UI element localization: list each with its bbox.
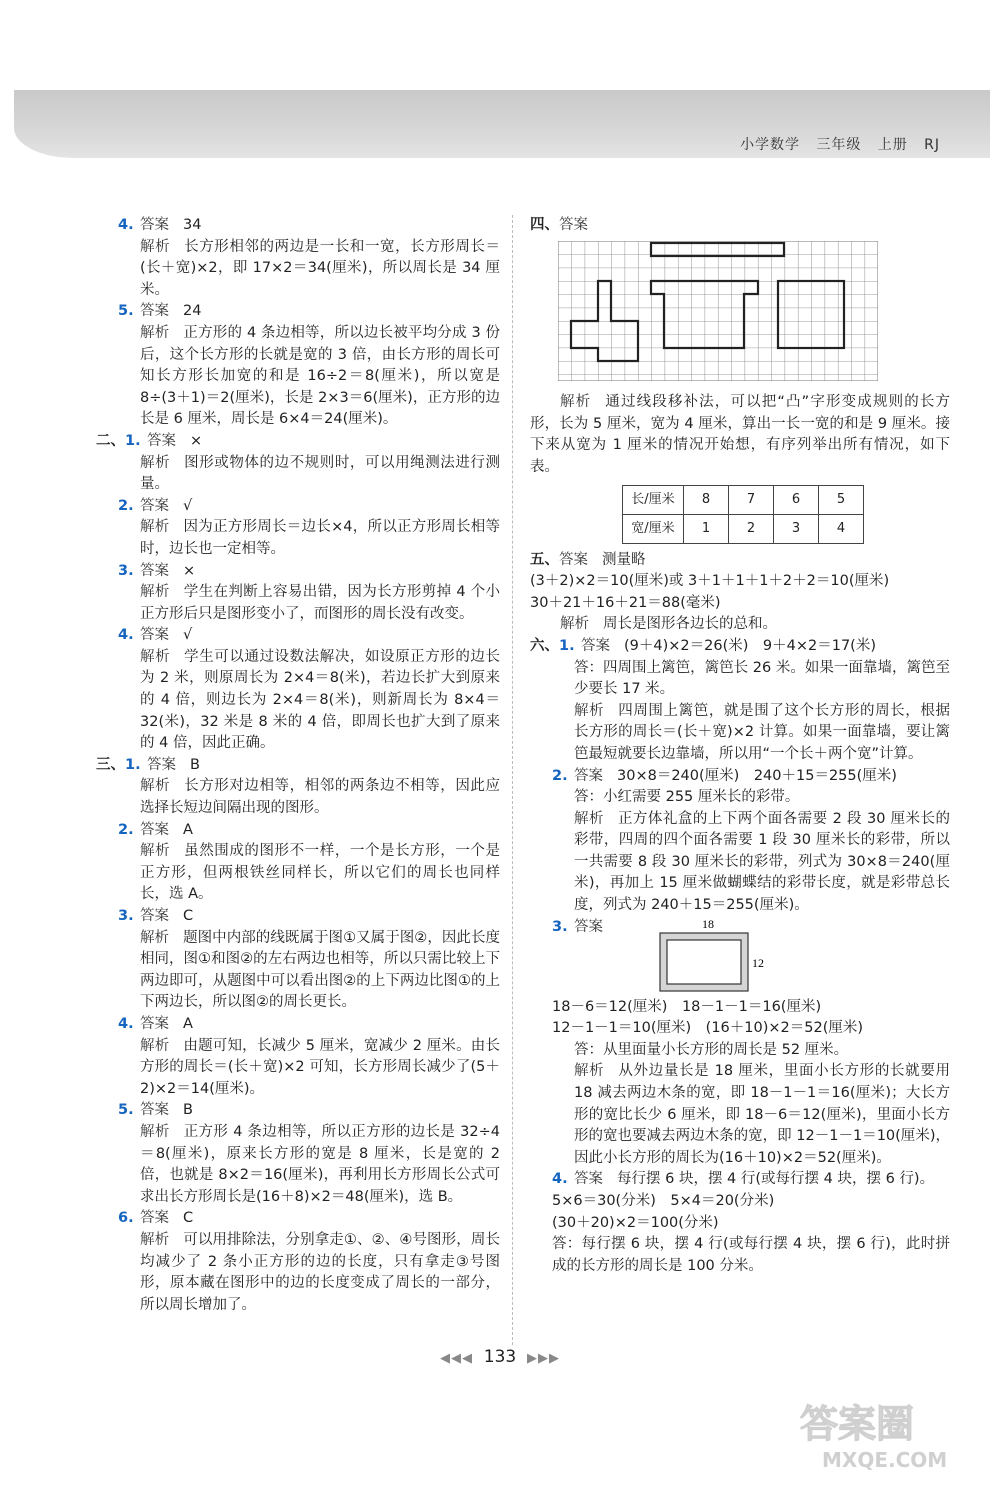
s2-q3: 3. 答案 × 解析 学生在判断上容易出错，因为长方形剪掉 4 个小正方形后只是图形变小了，而图形的周长没有改变。	[118, 562, 500, 622]
grid-drawing	[558, 241, 878, 381]
header-title: 小学数学 三年级 上册 RJ	[740, 137, 940, 153]
s2-q4: 4. 答案 √ 解析 学生可以通过设数法解决，如设原正方形的边长为 2 米，则原周长为 2×4＝8(米)，若边长扩大到原来的 4 倍，则边长为 2×4＝8(米)，则新周长为 8×4＝32(米)，32 米是 8 米的 4 倍，即周长也扩大到了原来的 4 倍，因此正确。	[118, 627, 501, 752]
s3-q3: 3. 答案 C 解析 题图中内部的线既属于图①又属于图②，因此长度相同，图①和图②的左右两边也相等，所以只需比较上下两边即可，从题图中可以看出图②的上下两边比图①的上下两边长，所以图②的周长更长。	[118, 908, 501, 1011]
section-4: 四、答案 解析 通过线段移补法，可以把“凸”字形变成规则的长方形，长为 5 厘米，宽为 4 厘米，算出一长一宽的和是 9 厘米。接下来从宽为 1 厘米的情况开始想，有序列举出所有情况，如下表。 长/厘米 8 7 6 5 宽/厘米 1 2 3 4	[530, 215, 950, 544]
s3-q5: 5. 答案 B 解析 正方形 4 条边相等，所以正方形的边长是 32÷4＝8(厘米)，原来长方形的宽是 8 厘米，长是宽的 2 倍，也就是 8×2＝16(厘米)，再利用长方形周长公式可求出长方形周长是(16＋8)×2＝48(厘米)，选 B。	[118, 1102, 500, 1205]
section-2: 二、1. 答案 × 解析 图形或物体的边不规则时，可以用绳测法进行测量。	[96, 432, 501, 493]
column-divider	[512, 215, 513, 1345]
watermark-logo	[792, 1393, 982, 1473]
s4-analysis: 解析 通过线段移补法，可以把“凸”字形变成规则的长方形，长为 5 厘米，宽为 4 厘米，算出一长一宽的和是 9 厘米。接下来从宽为 1 厘米的情况开始想，有序列举出所有情况，如下表。	[530, 394, 950, 475]
s3-q2: 2. 答案 A 解析 虽然围成的图形不一样，一个是长方形，一个是正方形，但两根铁丝同样长，所以它们的周长也同样长，选 A。	[118, 821, 501, 903]
frame-figure	[658, 917, 768, 1003]
section-5: 五、答案 测量略 (3＋2)×2＝10(厘米)或 3＋1＋1＋1＋2＋2＝10(厘米) 30＋21＋16＋21＝88(毫米) 解析 周长是图形各边长的总和。	[530, 551, 890, 633]
prev-arrows: ◀◀◀	[439, 1351, 473, 1366]
svg-text:答案圈: 答案圈	[800, 1402, 915, 1446]
left-column	[96, 215, 501, 1316]
next-arrows: ▶▶▶	[527, 1351, 561, 1366]
right-column	[530, 215, 950, 1277]
page-number: 133	[483, 1347, 517, 1367]
grid-figure	[558, 241, 950, 389]
page-footer	[0, 1347, 1000, 1367]
svg-text:MXQE.COM: MXQE.COM	[822, 1448, 948, 1472]
frame-side-label: 12	[751, 955, 764, 970]
q5-block: 5. 答案 24 解析 正方形的 4 条边相等，所以边长被平均分成 3 份后，这个长方形的长就是宽的 3 倍，由长方形的周长可知长方形长加宽的和是 16÷2＝8(厘米)，所以宽是 8÷(3＋1)＝2(厘米)，长是 2×3＝6(厘米)，正方形的边长是 6 厘米，周长是 6×4＝24(厘米)。	[118, 301, 500, 431]
s3-q4: 4. 答案 A 解析 由题可知，长减少 5 厘米，宽减少 2 厘米。由长方形的周长＝(长＋宽)×2 可知，长方形周长减少了(5＋2)×2＝14(厘米)。	[118, 1015, 501, 1097]
q4-block: 4. 答案 34 解析 长方形相邻的两边是一长和一宽，长方形周长＝(长＋宽)×2，即 17×2＝34(厘米)，所以周长是 34 厘米。	[118, 215, 500, 301]
s3-q6: 6. 答案 C 解析 可以用排除法，分别拿走①、②、④号图形，周长均减少了 2 条小正方形的边的长度，只有拿走③号图形，原本藏在图形中的边的长度变成了周长的一部分，所以周长增加了。	[118, 1210, 500, 1313]
frame-top-label: 18	[701, 916, 714, 931]
length-width-table: 长/厘米 8 7 6 5 宽/厘米 1 2 3 4	[622, 485, 864, 544]
s2-q2: 2. 答案 √ 解析 因为正方形周长＝边长×4，所以正方形周长相等时，边长也一定相等。	[118, 497, 501, 557]
q5-analysis: 解析 正方形的 4 条边相等，所以边长被平均分成 3 份后，这个长方形的长就是宽的 3 倍，由长方形的周长可知长方形长加宽的和是 16÷2＝8(厘米)，所以宽是 8÷(3＋1)＝2(厘米)，长是 2×3＝6(厘米)，正方形的边长是 6 厘米，周长是 6×4＝24(厘米)。	[140, 324, 501, 428]
section-3: 三、1. 答案 B 解析 长方形对边相等，相邻的两条边不相等，因此应选择长短边间隔出现的图形。	[96, 756, 501, 817]
s6-q3-head: 3. 答案 18 12	[530, 917, 950, 997]
section-6: 六、1. 答案 (9＋4)×2＝26(米) 9＋4×2＝17(米) 答：四周围上篱笆，篱笆长 26 米。如果一面靠墙，篱笆至少要长 17 米。 解析 四周围上篱笆，就是围了这个长方形的周长，根据长方形的周长＝(长＋宽)×2 计算。如果一面靠墙，要让篱笆最短就要长边靠墙，所以用“一个长＋两个宽”计算。 2. 答案 30×8＝240(厘米) 240＋15＝255(厘米) 答：小红需要 255 厘米长的彩带。 解析 正方体礼盒的上下两个面各需要 2 段 30 厘米长的彩带，四周的四个面各需要 1 段 30 厘米长的彩带，所以一共需要 8 段 30 厘米长的彩带，列式为 30×8＝240(厘米)，再加上 15 厘米做蝴蝶结的彩带长度，就是彩带总长度，列式为 240＋15＝255(厘米)。 3. 答案 18 12 18－6＝12(厘米) 18－1－1＝16(厘米) 12－1－1＝10(厘米) (16＋10)×2＝52(厘米) 答：从里面量小长方形的周长是 52 厘米。 解析 从外边量长是 18 厘米，里面小长方形的长就要用 18 减去两边木条的宽，即 18－1－1＝16(厘米)；大长方形的宽比长少 6 厘米，即 18－6＝12(厘米)，里面小长方形的宽也要减去两边木条的宽，即 12－1－1＝10(厘米)，因此小长方形的周长为(16＋10)×2＝52(厘米)。 4. 答案 每行摆 6 块，摆 4 行(或每行摆 4 块，摆 6 行)。 5×6＝30(分米) 5×4＝20(分米) (30＋20)×2＝100(分米) 答：每行摆 6 块，摆 4 行(或每行摆 4 块，摆 6 行)，此时拼成的长方形的周长是 100 分米。	[530, 637, 951, 1274]
page-header	[14, 90, 990, 158]
q4-analysis: 解析 长方形相邻的两边是一长和一宽，长方形周长＝(长＋宽)×2，即 17×2＝34(厘米)，所以周长是 34 厘米。	[140, 238, 501, 298]
